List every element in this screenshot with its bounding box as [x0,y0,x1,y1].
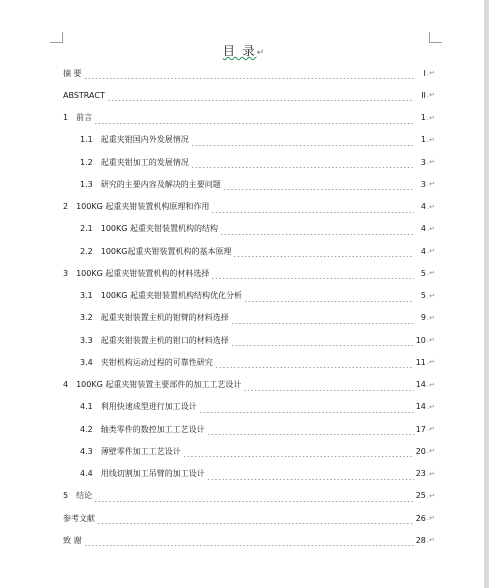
toc-dot-leader [191,138,414,146]
toc-entry[interactable] [63,440,435,462]
toc-entry-page: 3 [420,157,426,167]
toc-entry-page: 4 [420,246,426,256]
paragraph-mark-icon: .↵ [426,69,435,78]
paragraph-mark-icon: .↵ [426,91,435,100]
toc-entry[interactable] [63,107,435,129]
paragraph-mark-icon: .↵ [426,180,435,189]
toc-entry-page: 1 [420,113,426,123]
toc-entry-number: 1 [63,113,69,123]
toc-entry-text: 起重夹钳装置主机的钳臂的材料选择 [100,313,229,323]
toc-entry[interactable] [63,463,435,485]
toc-entry-number: 3.2 [80,313,93,323]
toc-entry-text: 100KG 起重夹钳装置机构原理和作用 [76,202,210,212]
paragraph-mark-icon: .↵ [426,447,435,456]
toc-entry[interactable] [63,218,435,240]
toc-entry-page: 14 [415,380,426,390]
toc-entry[interactable] [63,84,435,106]
toc-entry-page: 5 [420,291,426,301]
toc-entry-page: 3 [420,179,426,189]
paragraph-mark-icon: .↵ [426,224,435,233]
toc-entry-number: 1.2 [80,157,93,167]
toc-entry-number: 4.1 [80,402,93,412]
toc-entry[interactable] [63,151,435,173]
toc-entry-number: 2.1 [80,224,93,234]
toc-entry-page: 17 [415,424,426,434]
toc-dot-leader [183,449,414,457]
toc-entry-number: 3 [63,268,69,278]
toc-entry-page: 23 [415,469,426,479]
toc-entry-text: 参考文献 [63,513,95,523]
toc-entry-text: 起重夹钳装置主机的钳口的材料选择 [100,335,229,345]
toc-entry[interactable] [63,329,435,351]
toc-entry[interactable] [63,396,435,418]
toc-entry[interactable] [63,196,435,218]
toc-dot-leader [231,338,414,346]
toc-entry-text: 致 谢 [63,535,82,545]
toc-entry-page: 4 [420,224,426,234]
toc-entry-page: 5 [420,268,426,278]
paragraph-mark-icon: .↵ [426,158,435,167]
paragraph-mark-icon: .↵ [426,291,435,300]
toc-entry-number: 1.3 [80,179,93,189]
paragraph-mark-icon: .↵ [426,113,435,122]
paragraph-mark-icon: .↵ [426,402,435,411]
toc-dot-leader [211,271,414,279]
toc-entry-page: 14 [415,402,426,412]
paragraph-mark-icon: .↵ [426,135,435,144]
toc-entry-text: 结论 [76,491,93,501]
toc-dot-leader [223,182,414,190]
paragraph-mark-icon: .↵ [426,536,435,545]
toc-dot-leader [233,249,413,257]
toc-dot-leader [244,294,414,302]
toc-entry[interactable] [63,173,435,195]
toc-entry-number: 3.1 [80,291,93,301]
toc-dot-leader [84,538,414,546]
toc-dot-leader [243,383,413,391]
toc-dot-leader [199,405,414,413]
toc-dot-leader [84,71,414,79]
toc-dot-leader [94,494,414,502]
toc-entry-number: 2.2 [80,246,93,256]
toc-entry-page: 11 [415,357,426,367]
paragraph-mark-icon: .↵ [426,202,435,211]
toc-entry-page: 1 [420,135,426,145]
toc-entry-text: 100KG 起重夹钳装置机构的结构 [100,224,218,234]
toc-entry-text: 前言 [76,113,93,123]
toc-dot-leader [207,472,414,480]
toc-entry-number: 1.1 [80,135,93,145]
toc-entry[interactable] [63,307,435,329]
toc-entry-text: 起重夹钳国内外发展情况 [100,135,189,145]
toc-entry[interactable] [63,485,435,507]
paragraph-mark-icon: .↵ [426,336,435,345]
paragraph-mark-icon: .↵ [426,469,435,478]
toc-entry-number: 2 [63,202,69,212]
toc-entry-page: 25 [415,491,426,501]
toc-dot-leader [191,160,414,168]
toc-entry[interactable] [63,351,435,373]
toc-entry-number: 3.4 [80,357,93,367]
toc-entry-page: 20 [415,446,426,456]
toc-dot-leader [215,360,414,368]
toc-entry-text: 利用快速成型进行加工设计 [100,402,197,412]
toc-entry-number: 4.4 [80,469,93,479]
toc-entry-page: 9 [420,313,426,323]
paragraph-mark-icon: .↵ [426,313,435,322]
toc-entry-text: 夹钳机构运动过程的可靠性研究 [100,357,213,367]
toc-entry[interactable] [63,262,435,284]
toc-dot-leader [94,116,414,124]
toc-entry-page: 4 [420,202,426,212]
toc-entry-page: 10 [415,335,426,345]
toc-dot-leader [220,227,414,235]
toc-entry[interactable] [63,240,435,262]
paragraph-mark-icon: .↵ [426,358,435,367]
toc-dot-leader [107,93,414,101]
toc-entry[interactable] [63,285,435,307]
toc-entry-text: 摘 要 [63,68,82,78]
toc-entry-text: 100KG 起重夹钳装置主要部件的加工工艺设计 [76,380,242,390]
toc-dot-leader [207,427,414,435]
toc-entry[interactable] [63,374,435,396]
toc-entry-text: 用线切割加工吊臂的加工设计 [100,469,205,479]
toc-entry-number: 4.3 [80,446,93,456]
toc-entry-number: 4 [63,380,69,390]
toc-entry[interactable] [63,529,435,551]
toc-entry-text: 100KG 起重夹钳装置机构的材料选择 [76,268,210,278]
toc-entry-text: 100KG 起重夹钳装置机构结构优化分析 [100,291,242,301]
toc-dot-leader [97,516,414,524]
toc-dot-leader [231,316,414,324]
paragraph-mark-icon: .↵ [426,514,435,523]
page-edge-shadow [484,0,489,588]
toc-entry-page: II [421,90,426,100]
toc-entry-number: 5 [63,491,69,501]
toc-dot-leader [211,205,414,213]
paragraph-mark-icon: .↵ [426,269,435,278]
table-of-contents [63,62,435,552]
toc-entry-text: 薄壁零件加工工艺设计 [100,446,181,456]
paragraph-mark-icon: .↵ [426,491,435,500]
toc-entry-text: 起重夹钳加工的发展情况 [100,157,189,167]
toc-entry-page: 26 [415,513,426,523]
toc-entry[interactable] [63,507,435,529]
toc-title-text: 目 录 [222,44,257,58]
toc-entry-page: I [423,68,426,78]
toc-entry-text: 研究的主要内容及解决的主要问题 [100,179,221,189]
toc-title[interactable] [0,42,489,59]
toc-entry[interactable] [63,418,435,440]
toc-entry-text: 轴类零件的数控加工工艺设计 [100,424,205,434]
paragraph-mark-icon: .↵ [426,247,435,256]
toc-entry-text: ABSTRACT [63,90,105,100]
toc-entry-text: 100KG起重夹钳装置机构的基本原理 [100,246,232,256]
toc-entry[interactable] [63,129,435,151]
toc-entry-number: 3.3 [80,335,93,345]
toc-entry-number: 4.2 [80,424,93,434]
toc-entry-page: 28 [415,535,426,545]
paragraph-mark-icon: .↵ [426,425,435,434]
paragraph-mark-icon: .↵ [426,380,435,389]
paragraph-mark-icon: ↵ [256,48,267,58]
toc-entry[interactable] [63,62,435,84]
